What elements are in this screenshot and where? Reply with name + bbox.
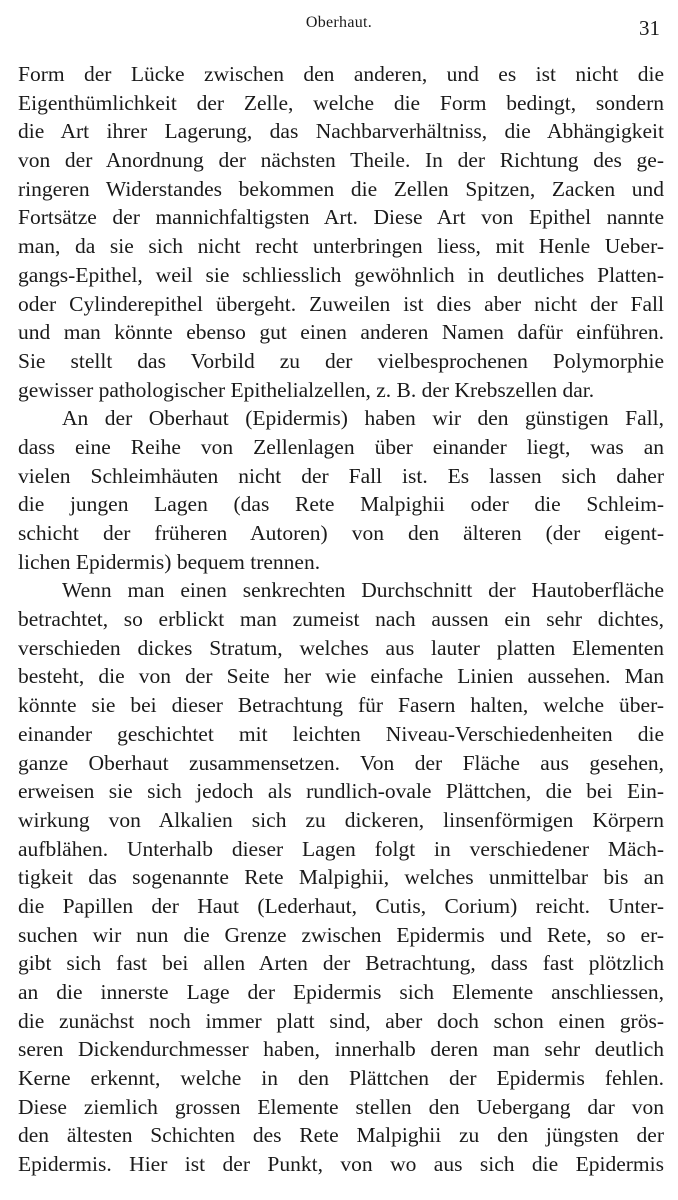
text-line: dass eine Reihe von Zellenlagen über einander liegt, was an <box>18 434 664 459</box>
text-line: schicht der früheren Autoren) von den älteren (der eigent- <box>18 521 664 545</box>
text-line: besteht, die von der Seite her wie einfache Linien aussehen. Man <box>18 664 664 689</box>
text-line: erweisen sie sich jedoch als rundlich-ovale Plättchen, die bei Ein- <box>18 779 664 804</box>
text-line: tigkeit das sogenannte Rete Malpighii, welches unmittelbar bis an <box>18 865 664 890</box>
running-head <box>0 14 678 42</box>
text-line: Eigenthümlichkeit der Zelle, welche die Form bedingt, sondern <box>18 90 664 115</box>
text-line: einander geschichtet mit leichten Niveau-Verschiedenheiten die <box>18 721 664 746</box>
text-line: betrachtet, so erblickt man zumeist nach aussen ein sehr dichtes, <box>18 607 664 632</box>
text-line: könnte sie bei dieser Betrachtung für Fasern halten, welche über- <box>18 693 664 718</box>
text-line: an die innerste Lage der Epidermis sich Elemente anschliessen, <box>18 980 664 1004</box>
text-line: vielen Schleimhäuten nicht der Fall ist. Es lassen sich daher <box>18 463 664 488</box>
text-line: Sie stellt das Vorbild zu der vielbesprochenen Polymorphie <box>18 348 664 373</box>
text-line: gewisser pathologischer Epithelialzellen, z. B. der Krebszellen dar. <box>18 377 595 402</box>
text-line: gibt sich fast bei allen Arten der Betrachtung, dass fast plötzlich <box>18 951 664 976</box>
text-line: die jungen Lagen (das Rete Malpighii oder die Schleim- <box>18 492 664 517</box>
text-line: die zunächst noch immer platt sind, aber doch schon einen grös- <box>18 1008 664 1033</box>
text-line: suchen wir nun die Grenze zwischen Epidermis und Rete, so er- <box>18 922 664 947</box>
text-line: ringeren Widerstandes bekommen die Zellen Spitzen, Zacken und <box>18 176 664 201</box>
text-line: ganze Oberhaut zusammensetzen. Von der Fläche aus gesehen, <box>18 750 664 775</box>
text-line: von der Anordnung der nächsten Theile. In der Richtung des ge- <box>18 148 664 173</box>
body-text <box>18 60 664 1179</box>
text-line: Wenn man einen senkrechten Durchschnitt der Hautoberfläche <box>62 578 664 603</box>
text-line: die Papillen der Haut (Lederhaut, Cutis, Corium) reicht. Unter- <box>18 893 664 918</box>
text-line: verschieden dickes Stratum, welches aus lauter platten Elementen <box>18 635 664 660</box>
text-line: Epidermis. Hier ist der Punkt, von wo aus sich die Epidermis <box>18 1152 664 1177</box>
text-line: man, da sie sich nicht recht unterbringen liess, mit Henle Ueber- <box>18 234 664 259</box>
text-line: gangs-Epithel, weil sie schliesslich gewöhnlich in deutliches Platten- <box>18 262 664 287</box>
text-line: Diese ziemlich grossen Elemente stellen den Uebergang dar von <box>18 1094 664 1119</box>
text-line: Fortsätze der mannichfaltigsten Art. Diese Art von Epithel nannte <box>18 205 664 230</box>
text-line: seren Dickendurchmesser haben, innerhalb deren man sehr deutlich <box>18 1037 664 1062</box>
text-line: den ältesten Schichten des Rete Malpighii zu den jüngsten der <box>18 1123 664 1148</box>
text-line: Kerne erkennt, welche in den Plättchen der Epidermis fehlen. <box>18 1066 664 1091</box>
text-line: wirkung von Alkalien sich zu dickeren, linsenförmigen Körpern <box>18 807 664 832</box>
text-line: und man könnte ebenso gut einen anderen Namen dafür einführen. <box>18 320 664 345</box>
text-line: Form der Lücke zwischen den anderen, und es ist nicht die <box>18 62 664 86</box>
text-line: lichen Epidermis) bequem trennen. <box>18 549 321 574</box>
page-number: 31 <box>639 16 660 40</box>
text-line: oder Cylinderepithel übergeht. Zuweilen ist dies aber nicht der Fall <box>18 291 664 316</box>
text-line: An der Oberhaut (Epidermis) haben wir den günstigen Fall, <box>62 406 664 431</box>
text-line: die Art ihrer Lagerung, das Nachbarverhältniss, die Abhängigkeit <box>18 119 664 144</box>
text-line: aufblähen. Unterhalb dieser Lagen folgt in verschiedener Mäch- <box>18 836 664 861</box>
running-title: Oberhaut. <box>305 14 373 31</box>
